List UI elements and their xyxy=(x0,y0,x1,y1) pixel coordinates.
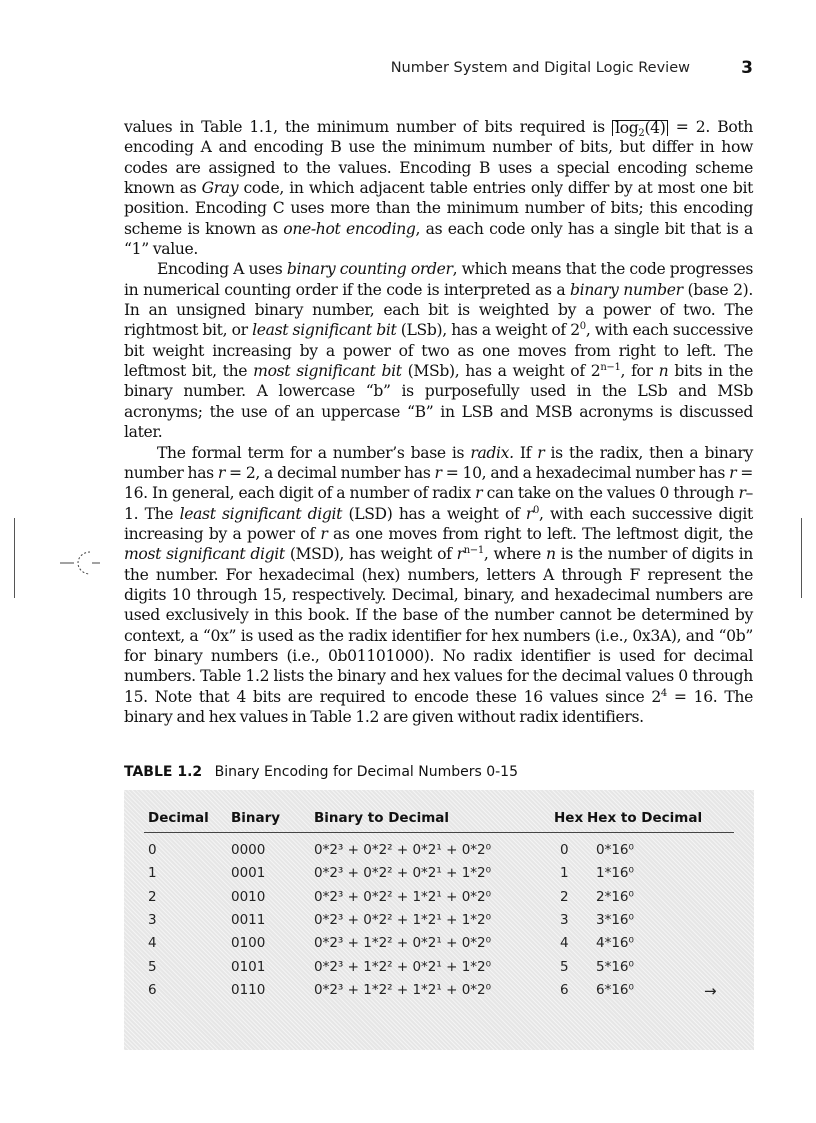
cell-hex: 0 xyxy=(560,842,569,858)
text-run: (MSb), has a weight of 2 xyxy=(401,362,601,381)
text-run: = 2. Both encoding A and encoding B use the minimum number of bits, but differ in how codes are assigned to the values. Encoding B uses a special encoding scheme known as xyxy=(124,118,753,198)
table-continued-arrow-icon: → xyxy=(704,981,717,1000)
italic-term: r xyxy=(217,463,225,482)
text-run: = 16. The binary and hex values in Table 1.2 are given without radix identifiers. xyxy=(124,687,753,726)
table-row xyxy=(144,912,734,934)
italic-term: r xyxy=(537,443,545,462)
cell-hex-to-decimal: 4*16⁰ xyxy=(596,935,634,952)
superscript: 0 xyxy=(579,321,586,333)
cell-binary-to-decimal: 0*2³ + 1*2² + 1*2¹ + 0*2⁰ xyxy=(314,981,492,998)
text-run: (LSD) has a weight of xyxy=(342,504,526,523)
cell-binary-to-decimal: 0*2³ + 0*2² + 1*2¹ + 1*2⁰ xyxy=(314,911,492,928)
italic-term: n xyxy=(658,362,669,381)
superscript: 4 xyxy=(660,687,667,699)
italic-term: r xyxy=(320,524,328,543)
text-run: = 10, and a hexadecimal number has xyxy=(441,463,730,482)
italic-term: r xyxy=(525,504,533,523)
cell-hex-to-decimal: 6*16⁰ xyxy=(596,981,634,998)
text-run: values in Table 1.1, the minimum number of bits required is xyxy=(124,118,613,136)
text-run: = 2, a decimal number has xyxy=(224,463,435,482)
italic-term: Gray xyxy=(201,179,239,198)
cell-hex-to-decimal: 3*16⁰ xyxy=(596,911,634,928)
cell-binary: 0010 xyxy=(231,888,266,905)
italic-term: least significant digit xyxy=(179,504,343,523)
text-run: , which means that the code progresses in numerical counting order if the code is interpreted as a xyxy=(124,260,753,299)
cell-binary-to-decimal: 0*2³ + 1*2² + 0*2¹ + 1*2⁰ xyxy=(314,958,492,975)
table-row xyxy=(144,865,734,887)
cell-binary: 0110 xyxy=(231,981,266,998)
cell-decimal: 4 xyxy=(148,935,157,952)
text-run: can take on the values 0 through xyxy=(482,484,739,503)
body-text xyxy=(124,117,753,727)
text-run: = 16. In general, each digit of a number of radix xyxy=(124,463,753,503)
cell-binary-to-decimal: 0*2³ + 0*2² + 0*2¹ + 0*2⁰ xyxy=(314,842,492,858)
text-run: , for xyxy=(620,362,659,381)
italic-term: r xyxy=(456,545,464,564)
text-run: Encoding A uses xyxy=(157,260,287,279)
table-header-row xyxy=(144,810,734,833)
cell-binary-to-decimal: 0*2³ + 0*2² + 0*2¹ + 1*2⁰ xyxy=(314,865,492,882)
text-run: , with each successive bit weight increasing by a power of two as one moves from right to left. The leftmost bit, the xyxy=(124,321,754,381)
text-run: (LSb), has a weight of 2 xyxy=(396,321,580,340)
body-paragraph xyxy=(124,259,753,442)
running-header-title: Number System and Digital Logic Review xyxy=(390,60,690,76)
table-caption-title: Binary Encoding for Decimal Numbers 0-15 xyxy=(214,764,518,780)
cell-hex-to-decimal: 0*16⁰ xyxy=(596,842,634,858)
italic-term: n xyxy=(546,545,556,564)
superscript: 0 xyxy=(532,504,539,516)
cell-hex-to-decimal: 2*16⁰ xyxy=(596,888,634,905)
text-run: If xyxy=(513,443,538,462)
italic-term: r xyxy=(729,463,737,482)
text-run: code, in which adjacent table entries only differ by at most one bit position. Encoding C uses more than the minimum number of bits; this encoding scheme is known as xyxy=(124,179,754,238)
table-row xyxy=(144,982,734,1004)
table-row xyxy=(144,935,734,957)
cell-binary: 0100 xyxy=(231,935,266,952)
text-run: (MSD), has weight of xyxy=(284,545,457,564)
registration-mark xyxy=(60,548,100,578)
body-paragraph xyxy=(124,443,753,728)
superscript: n−1 xyxy=(600,362,621,374)
binary-encoding-table xyxy=(124,790,754,1050)
text-run: , with each successive digit increasing by a power of xyxy=(124,504,753,543)
text-run: is the number of digits in the number. For hexadecimal (hex) numbers, letters A through F represent the digits 10 through 15, respectively. Decimal, binary, and hexadecimal numbers are used exclusively in this book. If the base of the number cannot be determined by context, a “0x” is used as the radix identifier for hex numbers (i.e., 0x3A), and “0b” for binary numbers (i.e., 0b01101000). No radix identifier is used for decimal numbers. Table 1.2 lists the binary and hex values for the decimal values 0 through 15. Note that 4 bits are required to encode these 16 values since 2 xyxy=(124,545,753,706)
table-row xyxy=(144,959,734,981)
italic-term: binary counting order xyxy=(286,260,453,279)
cell-hex: 5 xyxy=(560,958,569,975)
cell-binary: 0000 xyxy=(231,842,266,858)
italic-term: least significant bit xyxy=(252,321,397,340)
running-header xyxy=(0,60,816,82)
cell-binary: 0001 xyxy=(231,865,266,882)
text-run: (base 2). In an unsigned binary number, each bit is weighted by a power of two. The rightmost bit, or xyxy=(124,280,753,340)
italic-term: radix. xyxy=(470,443,514,462)
cell-binary-to-decimal: 0*2³ + 0*2² + 1*2¹ + 0*2⁰ xyxy=(314,888,492,905)
cell-hex-to-decimal: 1*16⁰ xyxy=(596,865,634,882)
italic-term: one-hot encoding xyxy=(283,219,416,238)
cell-hex-to-decimal: 5*16⁰ xyxy=(596,958,634,975)
superscript: n−1 xyxy=(463,545,484,557)
text-run: bits in the binary number. A lowercase “b” is purposefully used in the LSb and MSb acronyms; the use of an uppercase “B” in LSB and MSB acronyms is discussed later. xyxy=(124,362,753,442)
page-number: 3 xyxy=(741,58,753,78)
cell-hex: 6 xyxy=(560,981,569,998)
cell-hex: 2 xyxy=(560,888,569,905)
body-paragraph xyxy=(124,117,753,259)
crop-mark-right xyxy=(801,518,802,598)
cell-decimal: 1 xyxy=(148,865,157,882)
cell-decimal: 6 xyxy=(148,981,157,998)
header-binary: Binary xyxy=(231,810,281,826)
ceiling-expression: $\log_2(4)$ xyxy=(612,120,668,136)
italic-term: most significant bit xyxy=(253,362,402,381)
cell-binary: 0011 xyxy=(231,911,266,928)
italic-term: binary number xyxy=(570,280,683,299)
table-row xyxy=(144,842,734,864)
cell-binary: 0101 xyxy=(231,958,266,975)
cell-hex: 4 xyxy=(560,935,569,952)
text-run: is the radix, then a binary number has xyxy=(124,443,753,482)
table-caption-label: TABLE 1.2 xyxy=(124,764,203,780)
cell-hex: 3 xyxy=(560,911,569,928)
italic-term: r xyxy=(475,484,483,503)
cell-decimal: 2 xyxy=(148,888,157,905)
italic-term: most significant digit xyxy=(124,545,285,564)
text-run: , as each code only has a single bit that is a “1” value. xyxy=(124,219,753,259)
header-binary-to-decimal: Binary to Decimal xyxy=(314,810,450,826)
crop-mark-left xyxy=(14,518,15,598)
text-run: –1. The xyxy=(124,484,753,523)
italic-term: r xyxy=(738,484,746,503)
cell-decimal: 5 xyxy=(148,958,157,975)
header-hex-to-decimal: Hex to Decimal xyxy=(587,810,703,826)
text-run: as one moves from right to left. The leftmost digit, the xyxy=(327,524,753,543)
table-row xyxy=(144,889,734,911)
cell-binary-to-decimal: 0*2³ + 1*2² + 0*2¹ + 0*2⁰ xyxy=(314,935,492,952)
cell-hex: 1 xyxy=(560,865,569,882)
cell-decimal: 3 xyxy=(148,911,157,928)
text-run: The formal term for a number’s base is xyxy=(157,443,471,462)
table-caption xyxy=(124,764,518,780)
text-run: , where xyxy=(483,545,547,564)
header-hex: Hex xyxy=(554,810,584,826)
italic-term: r xyxy=(434,463,442,482)
header-decimal: Decimal xyxy=(148,810,209,826)
cell-decimal: 0 xyxy=(148,842,157,858)
